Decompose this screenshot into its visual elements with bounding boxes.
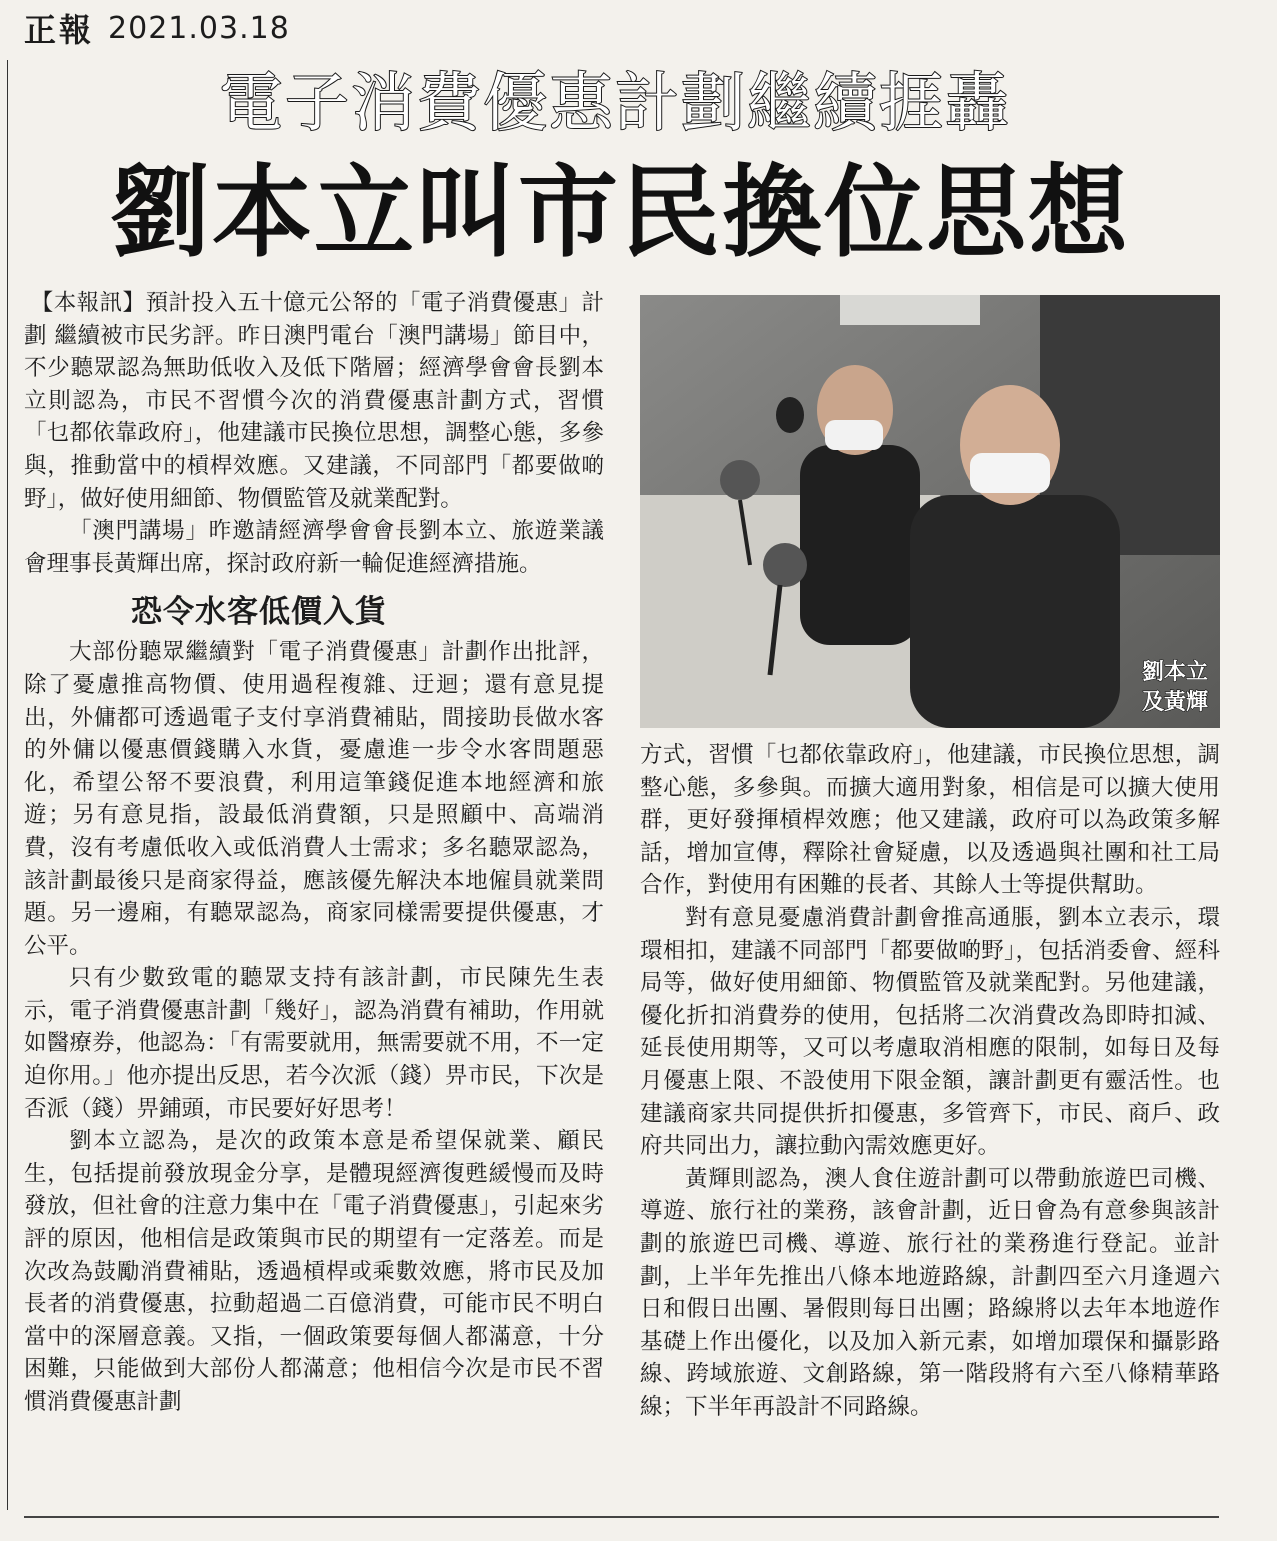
caption-line: 及黃輝 bbox=[1141, 690, 1208, 715]
article-paragraph: 黃輝則認為，澳人食住遊計劃可以帶動旅遊巴司機、導遊、旅行社的業務，該會計劃，近日會為有意參與該計劃的旅遊巴司機、導遊、旅行社的業務進行登記。並計劃，上半年先推出八條本地遊路線，計劃四至六月逢週六日和假日出團、暑假則每日出團；路線將以去年本地遊作基礎上作出優化，以及加入新元素，如增加環保和攝影路線、跨域旅遊、文創路線，第一階段將有六至八條精華路線；下半年再設計不同路線。 bbox=[640, 1165, 1220, 1420]
newspaper-name: 正報 bbox=[24, 11, 95, 49]
article-paragraph: 大部份聽眾繼續對「電子消費優惠」計劃作出批評，除了憂慮推高物價、使用過程複雜、迂迴；還有意見提出，外傭都可透過電子支付享消費補貼，間接助長做水客的外傭以優惠價錢購入水貨，憂慮進一步令水客問題惡化，希望公帑不要浪費，利用這筆錢促進本地經濟和旅遊；另有意見指，設最低消費額，只是照顧中、高端消費，沒有考慮低收入或低消費人士需求；多名聽眾認為，該計劃最後只是商家得益，應該優先解決本地僱員就業問題。另一邊廂，有聽眾認為，商家同樣需要提供優惠，才公平。 bbox=[24, 639, 604, 959]
publication-date: 2021.03.18 bbox=[108, 10, 290, 46]
article-photo bbox=[640, 295, 1220, 728]
article-right-column bbox=[640, 739, 1220, 1423]
photo-caption bbox=[1142, 658, 1208, 718]
article-paragraph: 劉本立認為，是次的政策本意是希望保就業、顧民生，包括提前發放現金分享，是體現經濟復甦緩慢而及時發放，但社會的注意力集中在「電子消費優惠」，引起來劣評的原因，他相信是政策與市民的期望有一定落差。而是次改為鼓勵消費補貼，透過槓桿或乘數效應，將市民及加長者的消費優惠，拉動超過二百億消費，可能市民不明白當中的深層意義。又指，一個政策要每個人都滿意，十分困難，只能做到大部份人都滿意；他相信今次是市民不習慣消費優惠計劃 bbox=[24, 1128, 604, 1415]
article-paragraph: 「澳門講場」昨邀請經濟學會會長劉本立、旅遊業議會理事長黃輝出席，探討政府新一輪促進經濟措施。 bbox=[24, 518, 604, 577]
subheading: 恐令水客低價入貨 bbox=[131, 594, 387, 631]
article-left-column bbox=[24, 287, 604, 1419]
article-paragraph: 【本報訊】預計投入五十億元公帑的「電子消費優惠」計劃 繼續被市民劣評。昨日澳門電台「澳門講場」節目中，不少聽眾認為無助低收入及低下階層；經濟學會會長劉本立則認為，市民不習慣今次的消費優惠計劃方式，習慣「乜都依靠政府」，他建議市民換位思想，調整心態，多參與，推動當中的槓桿效應。又建議，不同部門「都要做啲野」，做好使用細節、物價監管及就業配對。 bbox=[24, 290, 604, 512]
masthead bbox=[24, 8, 290, 48]
headline-kicker: 電子消費優惠計劃繼續捱轟 bbox=[219, 67, 1011, 141]
caption-line: 劉本立 bbox=[1141, 660, 1208, 685]
column-rule bbox=[7, 60, 8, 1510]
bottom-rule bbox=[24, 1516, 1219, 1518]
headline-main: 劉本立叫市民換位思想 bbox=[110, 154, 1130, 271]
photo-illustration bbox=[640, 295, 1220, 728]
article-paragraph: 方式，習慣「乜都依靠政府」，他建議，市民換位思想，調整心態，多參與。而擴大適用對象，相信是可以擴大使用群，更好發揮槓桿效應；他又建議，政府可以為政策多解話，增加宣傳，釋除社會疑慮，以及透過與社團和社工局合作，對使用有困難的長者、其餘人士等提供幫助。 bbox=[640, 742, 1220, 899]
article-paragraph: 只有少數致電的聽眾支持有該計劃，市民陳先生表示，電子消費優惠計劃「幾好」，認為消費有補助，作用就如醫療券，他認為：「有需要就用，無需要就不用，不一定迫你用。」他亦提出反思，若今次派（錢）畀市民，下次是否派（錢）畀鋪頭，市民要好好思考！ bbox=[24, 965, 604, 1122]
article-paragraph: 對有意見憂慮消費計劃會推高通脹，劉本立表示，環環相扣，建議不同部門「都要做啲野」，包括消委會、經科局等，做好使用細節、物價監管及就業配對。另他建議，優化折扣消費券的使用，包括將二次消費改為即時扣減、延長使用期等，又可以考慮取消相應的限制，如每日及每月優惠上限、不設使用下限金額，讓計劃更有靈活性。也建議商家共同提供折扣優惠，多管齊下，市民、商戶、政府共同出力，讓拉動內需效應更好。 bbox=[640, 904, 1220, 1160]
